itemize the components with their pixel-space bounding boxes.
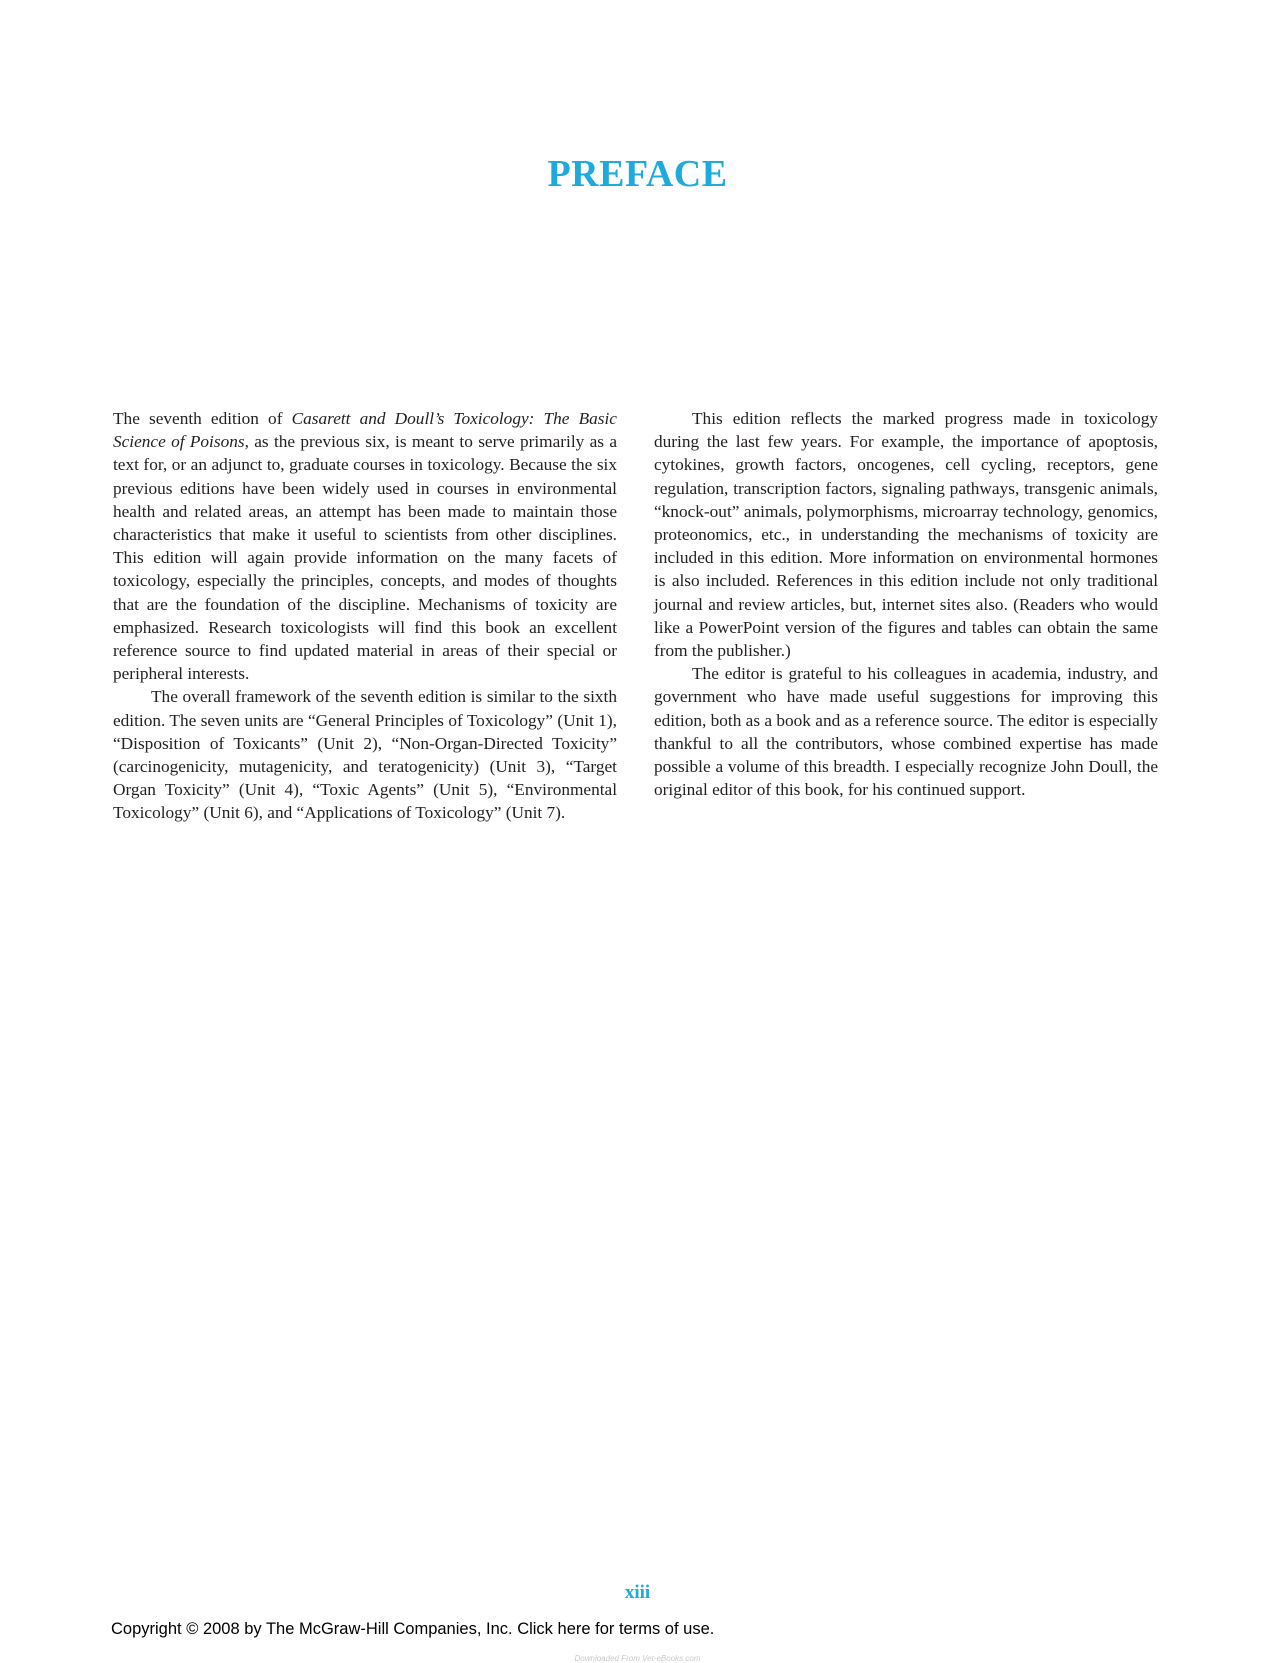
watermark: Downloaded From Vet-eBooks.com [574,1654,701,1663]
paragraph: The editor is grateful to his colleagues in academia, industry, and government who have made useful suggestions for improving this edition, both as a book and as a reference source. The editor is especially thankful to all the contributors, whose combined expertise has made possible a volume of this breadth. I especially recognize John Doull, the original editor of this book, for his continued support. [654,664,1159,800]
paragraph: This edition reflects the marked progress made in toxicology during the last few years. For example, the importance of apoptosis, cytokines, growth factors, oncogenes, cell cycling, receptors, gene regulation, transcription factors, signaling pathways, transgenic animals, “knock-out” animals, polymorphisms, microarray technology, genomics, proteonomics, etc., in understanding the mechanisms of toxicity are included in this edition. More information on environmental hormones is also included. References in this edition include not only traditional journal and review articles, but, internet sites also. (Readers who would like a PowerPoint version of the figures and tables can obtain the same from the publisher.) [654,409,1158,661]
terms-of-use-link[interactable]: Click here for terms of use. [517,1620,715,1638]
left-column [113,407,617,825]
page-title: PREFACE [547,153,728,195]
copyright-text: Copyright © 2008 by The McGraw-Hill Companies, Inc. [111,1620,518,1638]
copyright-footer [111,1620,714,1639]
paragraph [113,407,617,685]
paragraph: The overall framework of the seventh edition is similar to the sixth edition. The seven units are “General Principles of Toxicology” (Unit 1), “Disposition of Toxicants” (Unit 2), “Non-Organ-Directed Toxicity” (carcinogenicity, mutagenicity, and teratogenicity) (Unit 3), “Target Organ Toxicity” (Unit 4), “Toxic Agents” (Unit 5), “Environmental Toxicology” (Unit 6), and “Applications of Toxicology” (Unit 7). [113,687,617,823]
book-title-italic: Casarett and Doull’s Toxicology: The Basic Science of Poisons [113,409,617,452]
page-number: xiii [624,1582,651,1603]
right-column [654,407,1158,801]
paragraph-text: The seventh edition of [113,409,292,428]
paragraph-text: , as the previous six, is meant to serve primarily as a text for, or an adjunct to, graduate courses in toxicology. Because the six previous editions have been widely used in courses in environmental health and related areas, an attempt has been made to maintain those characteristics that make it useful to scientists from other disciplines. This edition will again provide information on the many facets of toxicology, especially the principles, concepts, and modes of thoughts that are the foundation of the discipline. Mechanisms of toxicity are emphasized. Research toxicologists will find this book an excellent reference source to find updated material in areas of their special or peripheral interests. [113,432,617,684]
